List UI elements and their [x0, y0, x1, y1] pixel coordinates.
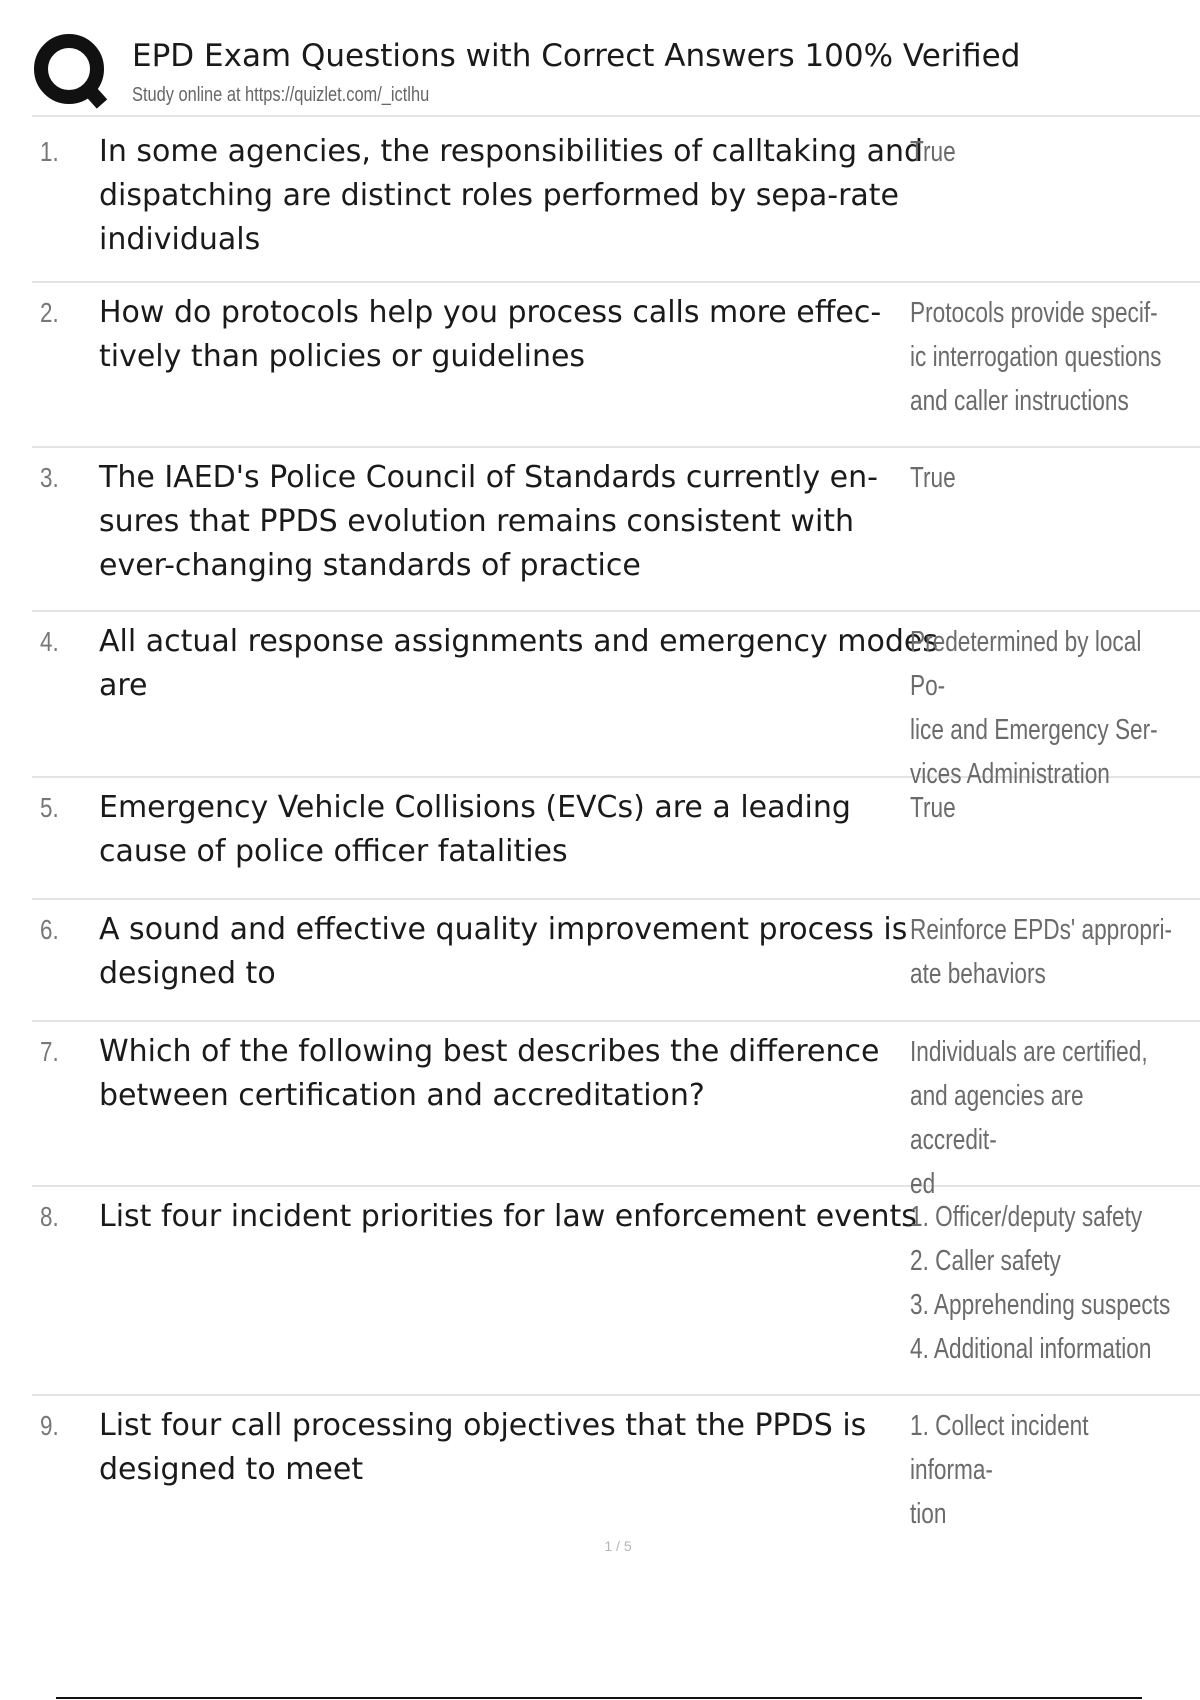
question-row — [32, 118, 1200, 283]
question-text: List four incident priorities for law enforcement events — [99, 1199, 917, 1234]
study-online-link[interactable]: Study online at https://quizlet.com/_ictlhu — [132, 84, 430, 106]
question-number: 4. — [40, 626, 59, 657]
question-number: 2. — [40, 297, 59, 328]
answer-text: True — [910, 462, 956, 494]
quizlet-logo-icon — [32, 32, 110, 110]
bottom-divider — [56, 1697, 1142, 1699]
answer-text: Reinforce EPDs' appropri- ate behaviors — [910, 914, 1173, 990]
question-row — [32, 612, 1200, 790]
page-title: EPD Exam Questions with Correct Answers 100% Verified — [132, 38, 1021, 74]
page-header — [0, 0, 1200, 118]
page-number: 1 / 5 — [604, 1538, 632, 1554]
question-row — [32, 778, 1200, 900]
question-text: The IAED's Police Council of Standards currently en-sures that PPDS evolution remains consistent with ever-changing standards of practice — [99, 460, 878, 583]
question-number: 6. — [40, 914, 59, 945]
question-row — [32, 283, 1200, 448]
answer-text: 1. Collect incident informa- tion — [910, 1410, 1089, 1530]
question-text: List four call processing objectives that the PPDS is designed to meet — [99, 1408, 867, 1487]
question-row — [32, 1022, 1200, 1200]
question-number: 1. — [40, 136, 59, 167]
answer-text: True — [910, 792, 956, 824]
answer-text: Protocols provide specif- ic interrogation questions and caller instructions — [910, 297, 1162, 417]
question-text: Emergency Vehicle Collisions (EVCs) are a leading cause of police officer fatalities — [99, 790, 851, 869]
question-number: 7. — [40, 1036, 59, 1067]
question-number: 8. — [40, 1201, 59, 1232]
question-text: All actual response assignments and emergency modes are — [99, 624, 939, 703]
question-row — [32, 448, 1200, 612]
question-text: In some agencies, the responsibilities of calltaking and dispatching are distinct roles performed by sepa-rate individuals — [99, 134, 924, 257]
answer-text: Individuals are certified, and agencies are accredit- ed — [910, 1036, 1148, 1200]
header-divider — [32, 115, 1200, 117]
question-number: 3. — [40, 462, 59, 493]
question-text: How do protocols help you process calls more effec-tively than policies or guidelines — [99, 295, 882, 374]
question-number: 9. — [40, 1410, 59, 1441]
question-row — [32, 1187, 1200, 1396]
question-text: Which of the following best describes the difference between certification and accreditation? — [99, 1034, 880, 1113]
answer-text: True — [910, 136, 956, 168]
question-row — [32, 900, 1200, 1022]
question-text: A sound and effective quality improvement process is designed to — [99, 912, 908, 991]
question-list — [32, 118, 1200, 1530]
question-number: 5. — [40, 792, 59, 823]
answer-text: Predetermined by local Po- lice and Emergency Ser- vices Administration — [910, 626, 1158, 790]
question-row — [32, 1396, 1200, 1530]
answer-text: 1. Officer/deputy safety 2. Caller safety 3. Apprehending suspects 4. Additional information — [910, 1201, 1171, 1365]
